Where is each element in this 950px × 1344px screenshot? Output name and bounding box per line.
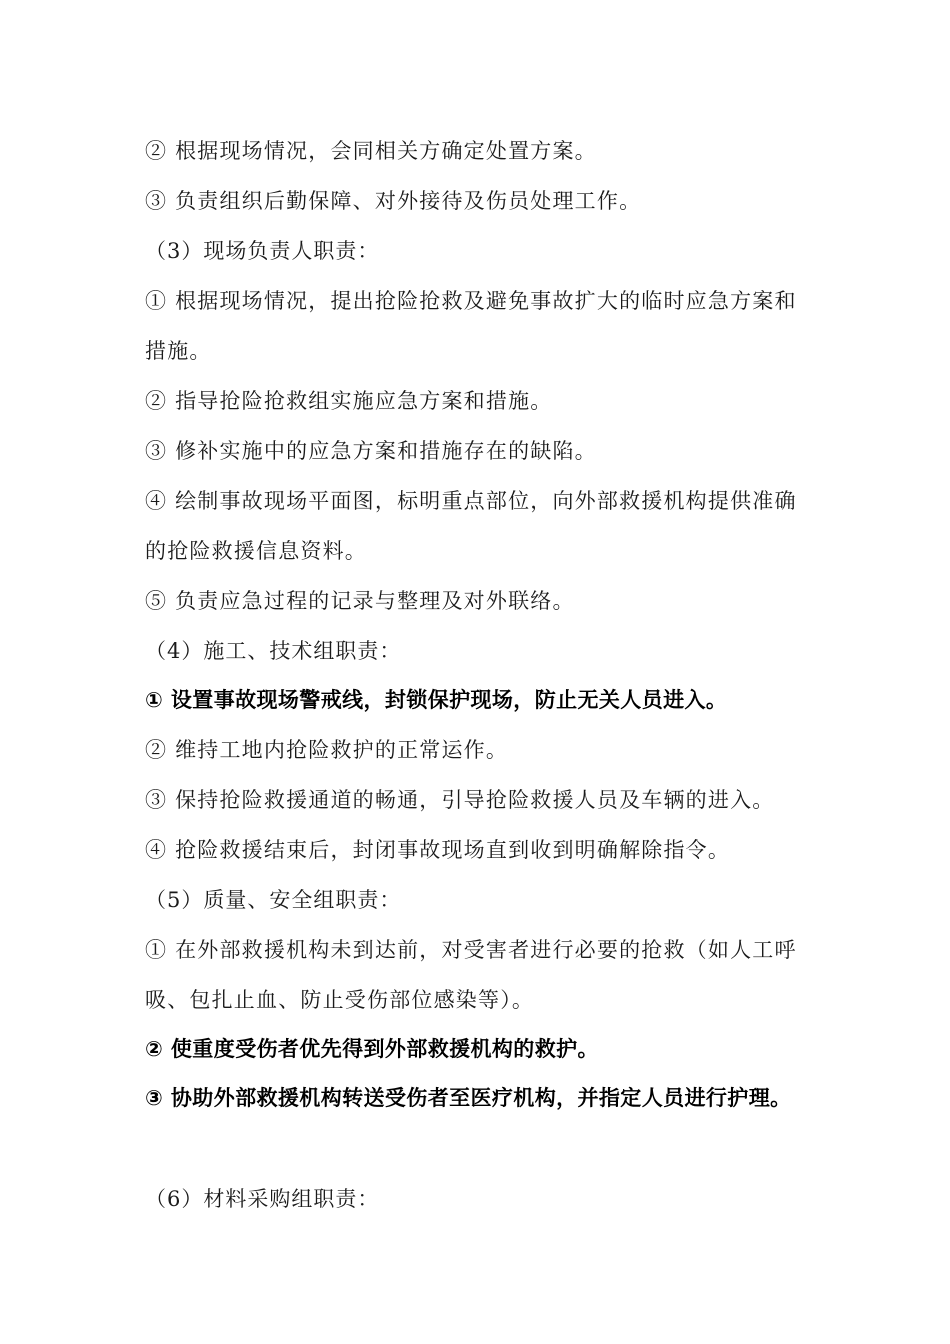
duty-item-2: ② 使重度受伤者优先得到外部救援机构的救护。 — [145, 1037, 599, 1061]
duty-item-4: ④ 抢险救援结束后，封闭事故现场直到收到明确解除指令。 — [145, 838, 731, 862]
duty-item-1: ① 设置事故现场警戒线，封锁保护现场，防止无关人员进入。 — [145, 688, 728, 712]
duty-item-2: ② 维持工地内抢险救护的正常运作。 — [145, 738, 509, 762]
duty-item-2: ② 根据现场情况，会同相关方确定处置方案。 — [145, 139, 597, 163]
section-heading-construction-tech: （4）施工、技术组职责： — [145, 639, 402, 663]
section-heading-quality-safety: （5）质量、安全组职责： — [145, 888, 402, 912]
duty-item-3: ③ 协助外部救援机构转送受伤者至医疗机构，并指定人员进行护理。 — [145, 1086, 792, 1110]
duty-item-3: ③ 保持抢险救援通道的畅通，引导抢险救援人员及车辆的进入。 — [145, 788, 775, 812]
section-heading-materials-procurement: （6）材料采购组职责： — [145, 1187, 380, 1211]
duty-item-3: ③ 负责组织后勤保障、对外接待及伤员处理工作。 — [145, 189, 642, 213]
duty-item-2: ② 指导抢险抢救组实施应急方案和措施。 — [145, 389, 553, 413]
duty-item-3: ③ 修补实施中的应急方案和措施存在的缺陷。 — [145, 439, 597, 463]
section-heading-site-leader: （3）现场负责人职责： — [145, 239, 380, 263]
duty-item-1: ① 根据现场情况，提出抢险抢救及避免事故扩大的临时应急方案和措施。 — [145, 289, 797, 363]
duty-item-4: ④ 绘制事故现场平面图，标明重点部位，向外部救援机构提供准确的抢险救援信息资料。 — [145, 489, 797, 563]
duty-item-1: ① 在外部救援机构未到达前，对受害者进行必要的抢救（如人工呼吸、包扎止血、防止受伤部位感染等）。 — [145, 938, 797, 1012]
duty-item-5: ⑤ 负责应急过程的记录与整理及对外联络。 — [145, 589, 575, 613]
